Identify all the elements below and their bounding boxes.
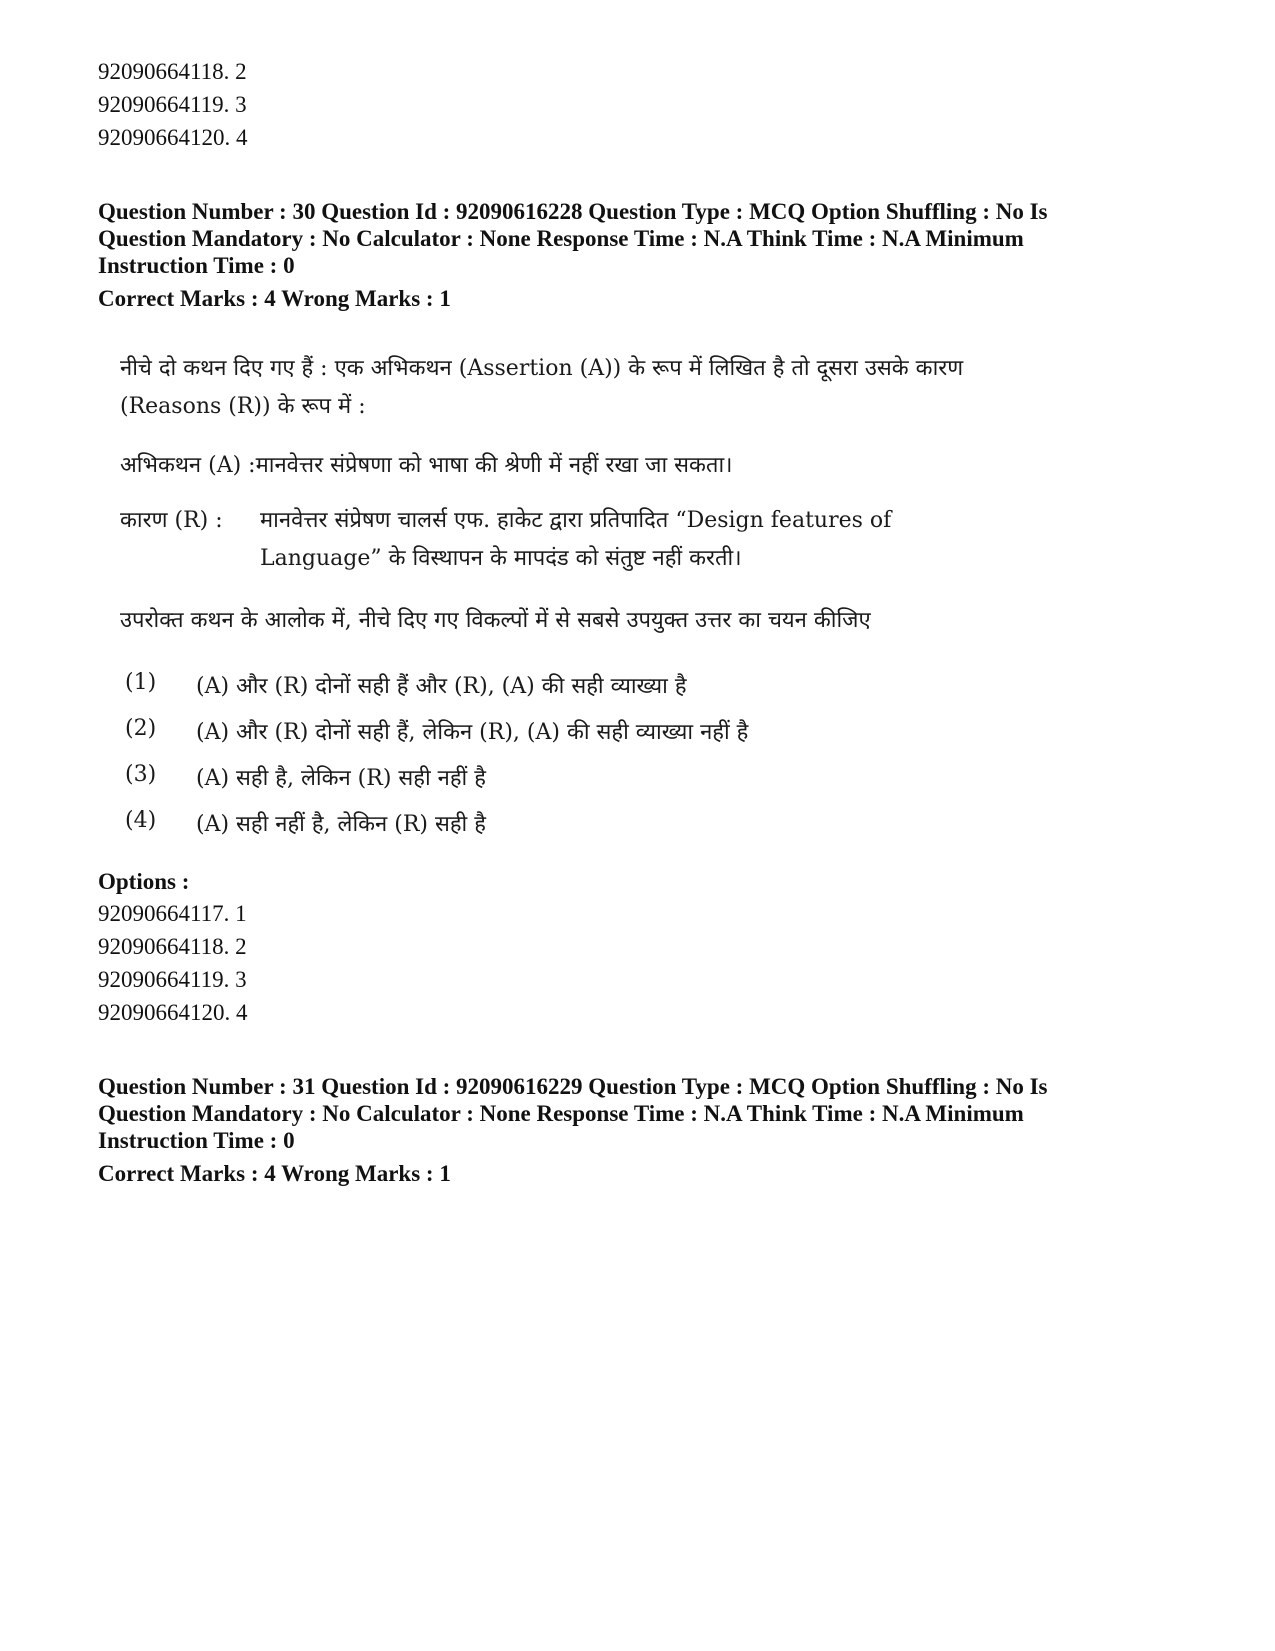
q30-header-line1: Question Number : 30 Question Id : 92090616228 Question Type : MCQ Option Shuffling : No Is	[98, 199, 1048, 224]
q30-option-1: 92090664117. 1	[98, 901, 247, 926]
q30-choice-1-num: (1)	[125, 670, 157, 695]
q30-option-3: 92090664119. 3	[98, 967, 247, 992]
q30-option-2: 92090664118. 2	[98, 934, 247, 959]
q30-assertion	[120, 449, 732, 479]
q31-header-line1: Question Number : 31 Question Id : 92090616229 Question Type : MCQ Option Shuffling : No Is	[98, 1074, 1048, 1099]
q30-choice-1-text: (A) और (R) दोनों सही हैं और (R), (A) की सही व्याख्या है	[196, 674, 687, 699]
q31-header-line2: Question Mandatory : No Calculator : None Response Time : N.A Think Time : N.A Minimum	[98, 1101, 1024, 1126]
q30-reason-label: कारण (R) :	[120, 508, 223, 533]
q30-header-line2: Question Mandatory : No Calculator : None Response Time : N.A Think Time : N.A Minimum	[98, 226, 1024, 251]
q30-choice-2-num: (2)	[125, 716, 157, 741]
q30-intro-line2: (Reasons (R)) के रूप में :	[120, 394, 366, 419]
q30-choice-3-num: (3)	[125, 762, 157, 787]
q30-reason-line1: मानवेत्तर संप्रेषण चालर्स एफ. हाकेट द्वारा प्रतिपादित “Design features of	[260, 508, 892, 533]
q30-assertion-text: मानवेत्तर संप्रेषणा को भाषा की श्रेणी में नहीं रखा जा सकता।	[255, 453, 733, 478]
q30-instruction: उपरोक्त कथन के आलोक में, नीचे दिए गए विकल्पों में से सबसे उपयुक्त उत्तर का चयन कीजिए	[120, 608, 871, 633]
q30-reason-line2: Language” के विस्थापन के मापदंड को संतुष्ट नहीं करती।	[260, 546, 742, 571]
q30-choice-4-num: (4)	[125, 808, 157, 833]
q31-marks: Correct Marks : 4 Wrong Marks : 1	[98, 1161, 451, 1186]
q30-choice-4-text: (A) सही नहीं है, लेकिन (R) सही है	[196, 812, 486, 837]
q30-option-4: 92090664120. 4	[98, 1000, 248, 1025]
q30-choice-3-text: (A) सही है, लेकिन (R) सही नहीं है	[196, 766, 486, 791]
prev-option-3: 92090664119. 3	[98, 92, 247, 117]
q30-choice-2-text: (A) और (R) दोनों सही हैं, लेकिन (R), (A) की सही व्याख्या नहीं है	[196, 720, 749, 745]
prev-option-4: 92090664120. 4	[98, 125, 248, 150]
prev-option-2: 92090664118. 2	[98, 59, 247, 84]
q30-options-label: Options :	[98, 869, 190, 894]
q30-intro-line1: नीचे दो कथन दिए गए हैं : एक अभिकथन (Assertion (A)) के रूप में लिखित है तो दूसरा उसके कारण	[120, 356, 964, 381]
q30-marks: Correct Marks : 4 Wrong Marks : 1	[98, 286, 451, 311]
q30-assertion-label: अभिकथन (A) :	[120, 453, 256, 478]
q31-header-line3: Instruction Time : 0	[98, 1128, 295, 1153]
q30-header-line3: Instruction Time : 0	[98, 253, 295, 278]
